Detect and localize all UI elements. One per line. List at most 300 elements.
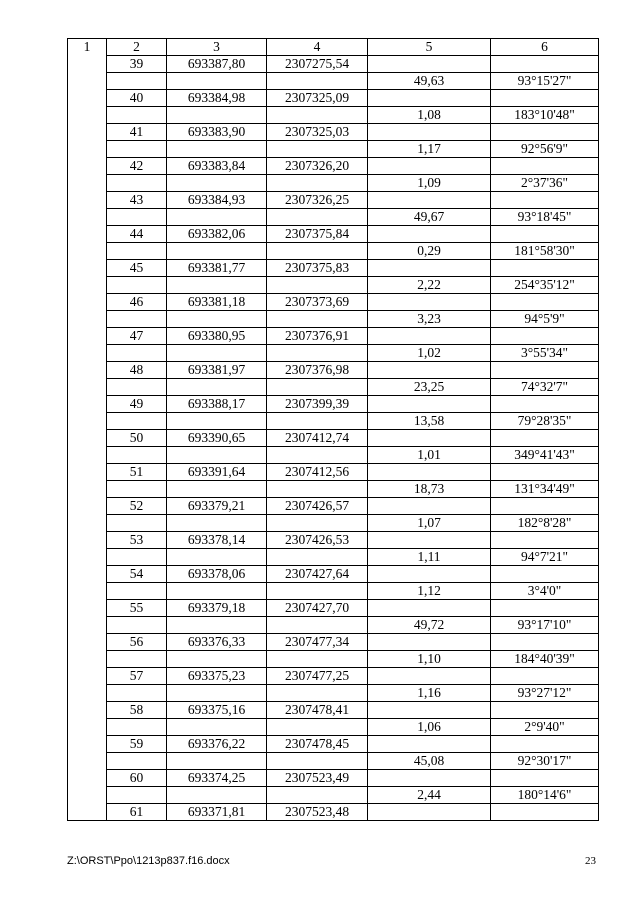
table-cell <box>167 311 267 328</box>
table-cell <box>491 192 599 209</box>
table-cell: 2307477,25 <box>267 668 368 685</box>
table-cell <box>107 583 167 600</box>
table-cell <box>267 481 368 498</box>
table-cell: 40 <box>107 90 167 107</box>
table-cell <box>267 73 368 90</box>
table-row <box>68 243 599 260</box>
table-row <box>68 787 599 804</box>
table-cell <box>167 719 267 736</box>
table-cell <box>267 243 368 260</box>
table-cell <box>368 328 491 345</box>
table-cell: 92°30'17" <box>491 753 599 770</box>
table-cell <box>491 668 599 685</box>
table-cell: 2°37'36" <box>491 175 599 192</box>
table-cell: 693384,93 <box>167 192 267 209</box>
table-cell: 74°32'7" <box>491 379 599 396</box>
table-cell: 1,17 <box>368 141 491 158</box>
table-cell: 693371,81 <box>167 804 267 821</box>
table-cell <box>368 770 491 787</box>
table-cell <box>491 90 599 107</box>
table-row <box>68 413 599 430</box>
table-cell <box>491 634 599 651</box>
table-cell: 2,44 <box>368 787 491 804</box>
table-cell: 50 <box>107 430 167 447</box>
table-cell: 2307375,84 <box>267 226 368 243</box>
table-cell <box>368 668 491 685</box>
table-cell: 2307427,64 <box>267 566 368 583</box>
table-cell <box>491 498 599 515</box>
table-row <box>68 107 599 124</box>
table-cell <box>368 124 491 141</box>
table-cell <box>167 413 267 430</box>
table-cell <box>68 362 107 379</box>
table-row <box>68 583 599 600</box>
table-cell <box>107 447 167 464</box>
table-cell <box>368 226 491 243</box>
table-cell: 2307478,41 <box>267 702 368 719</box>
table-row <box>68 226 599 243</box>
table-cell <box>107 107 167 124</box>
header-cell: 3 <box>167 39 267 56</box>
table-row <box>68 141 599 158</box>
table-cell: 693383,84 <box>167 158 267 175</box>
table-cell: 41 <box>107 124 167 141</box>
table-cell <box>491 770 599 787</box>
header-cell: 1 <box>68 39 107 56</box>
table-cell <box>68 787 107 804</box>
table-cell: 693381,18 <box>167 294 267 311</box>
table-cell <box>68 515 107 532</box>
table-cell: 693391,64 <box>167 464 267 481</box>
table-cell <box>491 430 599 447</box>
table-cell <box>267 685 368 702</box>
table-cell <box>267 209 368 226</box>
table-row <box>68 430 599 447</box>
table-cell <box>68 447 107 464</box>
table-row <box>68 175 599 192</box>
table-cell: 0,29 <box>368 243 491 260</box>
table-row <box>68 617 599 634</box>
table-row <box>68 719 599 736</box>
table-cell <box>368 600 491 617</box>
table-cell <box>107 345 167 362</box>
table-cell <box>68 107 107 124</box>
table-cell <box>68 685 107 702</box>
table-cell: 254°35'12" <box>491 277 599 294</box>
table-cell <box>267 719 368 736</box>
table-cell <box>68 736 107 753</box>
table-cell <box>167 685 267 702</box>
table-cell <box>107 515 167 532</box>
table-cell: 46 <box>107 294 167 311</box>
table-cell <box>68 345 107 362</box>
table-cell: 45,08 <box>368 753 491 770</box>
footer-page-number: 23 <box>585 855 596 867</box>
table-cell: 693376,22 <box>167 736 267 753</box>
table-cell <box>167 277 267 294</box>
table-cell <box>167 583 267 600</box>
table-cell <box>267 515 368 532</box>
table-cell <box>68 124 107 141</box>
table-cell <box>107 549 167 566</box>
table-cell <box>267 175 368 192</box>
header-cell: 4 <box>267 39 368 56</box>
table-cell <box>107 753 167 770</box>
table-cell <box>491 702 599 719</box>
table-cell: 693375,23 <box>167 668 267 685</box>
table-row <box>68 753 599 770</box>
table-cell: 3°55'34" <box>491 345 599 362</box>
table-cell <box>68 328 107 345</box>
table-cell: 56 <box>107 634 167 651</box>
table-cell: 1,07 <box>368 515 491 532</box>
table-cell: 693375,16 <box>167 702 267 719</box>
table-cell <box>68 243 107 260</box>
table-cell: 693388,17 <box>167 396 267 413</box>
table-cell: 2307376,91 <box>267 328 368 345</box>
table-cell <box>368 362 491 379</box>
table-cell: 181°58'30" <box>491 243 599 260</box>
table-cell <box>368 260 491 277</box>
header-cell: 5 <box>368 39 491 56</box>
table-row <box>68 90 599 107</box>
table-cell <box>107 73 167 90</box>
table-cell <box>68 464 107 481</box>
table-cell <box>491 804 599 821</box>
table-cell: 1,06 <box>368 719 491 736</box>
table-row <box>68 209 599 226</box>
table-row <box>68 124 599 141</box>
table-cell: 2307326,20 <box>267 158 368 175</box>
table-cell <box>167 209 267 226</box>
table-cell <box>68 498 107 515</box>
table-cell <box>267 413 368 430</box>
table-cell: 39 <box>107 56 167 73</box>
table-cell: 2307426,57 <box>267 498 368 515</box>
table-cell <box>368 498 491 515</box>
table-row <box>68 515 599 532</box>
table-cell: 61 <box>107 804 167 821</box>
table-row <box>68 192 599 209</box>
table-cell: 60 <box>107 770 167 787</box>
table-cell <box>167 345 267 362</box>
table-cell: 693383,90 <box>167 124 267 141</box>
table-cell <box>68 600 107 617</box>
table-cell: 49,67 <box>368 209 491 226</box>
table-cell <box>491 328 599 345</box>
table-cell <box>368 566 491 583</box>
table-cell <box>267 379 368 396</box>
table-cell: 2307427,70 <box>267 600 368 617</box>
table-cell: 180°14'6" <box>491 787 599 804</box>
table-row <box>68 260 599 277</box>
table-cell <box>68 379 107 396</box>
table-cell <box>267 277 368 294</box>
table-cell: 13,58 <box>368 413 491 430</box>
table-cell: 693378,14 <box>167 532 267 549</box>
table-cell: 2307478,45 <box>267 736 368 753</box>
table-cell: 2307376,98 <box>267 362 368 379</box>
table-cell <box>491 396 599 413</box>
table-cell <box>267 617 368 634</box>
table-cell <box>68 430 107 447</box>
table-cell <box>167 243 267 260</box>
table-cell <box>107 141 167 158</box>
table-cell <box>68 719 107 736</box>
table-cell: 184°40'39" <box>491 651 599 668</box>
table-row <box>68 702 599 719</box>
table-cell: 43 <box>107 192 167 209</box>
table-cell: 2307523,48 <box>267 804 368 821</box>
table-cell <box>368 464 491 481</box>
table-cell <box>267 311 368 328</box>
table-cell: 79°28'35" <box>491 413 599 430</box>
table-cell <box>491 566 599 583</box>
table-cell <box>68 804 107 821</box>
table-cell: 59 <box>107 736 167 753</box>
table-cell <box>368 90 491 107</box>
table-cell <box>267 549 368 566</box>
table-cell <box>267 141 368 158</box>
table-cell <box>491 736 599 753</box>
header-cell: 6 <box>491 39 599 56</box>
table-cell <box>68 226 107 243</box>
table-cell <box>68 277 107 294</box>
table-cell: 1,16 <box>368 685 491 702</box>
table-cell <box>68 90 107 107</box>
table-cell <box>368 158 491 175</box>
table-cell: 2307275,54 <box>267 56 368 73</box>
table-cell <box>68 532 107 549</box>
table-cell: 1,09 <box>368 175 491 192</box>
table-row <box>68 464 599 481</box>
table-cell <box>68 209 107 226</box>
table-cell <box>368 804 491 821</box>
table-cell <box>167 107 267 124</box>
table-cell: 2,22 <box>368 277 491 294</box>
table-cell <box>491 226 599 243</box>
table-cell <box>68 617 107 634</box>
table-cell: 51 <box>107 464 167 481</box>
table-cell: 58 <box>107 702 167 719</box>
table-cell <box>267 447 368 464</box>
table-cell <box>107 481 167 498</box>
table-cell: 49,63 <box>368 73 491 90</box>
table-cell: 693387,80 <box>167 56 267 73</box>
table-row <box>68 668 599 685</box>
table-cell <box>167 787 267 804</box>
table-cell <box>491 294 599 311</box>
table-cell <box>368 56 491 73</box>
table-cell <box>107 277 167 294</box>
table-cell: 2307477,34 <box>267 634 368 651</box>
table-cell: 349°41'43" <box>491 447 599 464</box>
table-cell <box>107 413 167 430</box>
table-cell: 2307399,39 <box>267 396 368 413</box>
table-cell <box>107 243 167 260</box>
table-cell: 2307412,74 <box>267 430 368 447</box>
table-cell <box>368 634 491 651</box>
table-cell <box>68 583 107 600</box>
table-cell: 3,23 <box>368 311 491 328</box>
table-cell: 2°9'40" <box>491 719 599 736</box>
table-cell <box>68 634 107 651</box>
table-cell: 49,72 <box>368 617 491 634</box>
table-row <box>68 396 599 413</box>
table-cell <box>68 158 107 175</box>
table-cell: 93°27'12" <box>491 685 599 702</box>
table-cell <box>267 345 368 362</box>
table-cell <box>68 651 107 668</box>
table-cell: 47 <box>107 328 167 345</box>
table-cell <box>491 600 599 617</box>
table-cell <box>167 651 267 668</box>
table-cell <box>167 617 267 634</box>
table-cell <box>68 753 107 770</box>
table-cell: 2307373,69 <box>267 294 368 311</box>
table-cell: 93°18'45" <box>491 209 599 226</box>
table-row <box>68 532 599 549</box>
table-cell <box>107 379 167 396</box>
table-row <box>68 362 599 379</box>
table-cell: 42 <box>107 158 167 175</box>
table-cell <box>267 787 368 804</box>
table-cell <box>107 175 167 192</box>
table-row <box>68 56 599 73</box>
table-row <box>68 498 599 515</box>
table-cell: 45 <box>107 260 167 277</box>
table-row <box>68 294 599 311</box>
header-cell: 2 <box>107 39 167 56</box>
table-row <box>68 566 599 583</box>
table-cell: 55 <box>107 600 167 617</box>
table-cell <box>167 515 267 532</box>
table-cell: 693390,65 <box>167 430 267 447</box>
table-cell: 52 <box>107 498 167 515</box>
table-cell: 53 <box>107 532 167 549</box>
table-cell: 183°10'48" <box>491 107 599 124</box>
table-cell: 93°17'10" <box>491 617 599 634</box>
table-cell: 693374,25 <box>167 770 267 787</box>
table-row <box>68 481 599 498</box>
table-row <box>68 685 599 702</box>
table-cell: 57 <box>107 668 167 685</box>
table-cell: 2307523,49 <box>267 770 368 787</box>
table-cell <box>68 413 107 430</box>
table-cell <box>368 430 491 447</box>
table-cell <box>491 56 599 73</box>
table-cell <box>68 702 107 719</box>
table-cell <box>368 192 491 209</box>
table-row <box>68 73 599 90</box>
table-cell <box>167 549 267 566</box>
table-cell: 94°5'9" <box>491 311 599 328</box>
table-cell <box>68 549 107 566</box>
table-cell: 1,10 <box>368 651 491 668</box>
table-cell <box>368 702 491 719</box>
table-cell: 693382,06 <box>167 226 267 243</box>
table-row <box>68 770 599 787</box>
table-cell: 54 <box>107 566 167 583</box>
table-cell: 1,01 <box>368 447 491 464</box>
table-cell <box>68 396 107 413</box>
table-cell <box>267 753 368 770</box>
table-cell <box>368 736 491 753</box>
table-cell <box>68 481 107 498</box>
table-cell: 693376,33 <box>167 634 267 651</box>
table-cell <box>107 651 167 668</box>
footer-file-path: Z:\ORST\Ppo\1213p837.f16.docx <box>67 855 230 867</box>
table-row <box>68 634 599 651</box>
table-cell <box>267 651 368 668</box>
table-row <box>68 447 599 464</box>
table-cell <box>68 141 107 158</box>
table-cell: 94°7'21" <box>491 549 599 566</box>
table-cell: 49 <box>107 396 167 413</box>
table-row <box>68 736 599 753</box>
table-cell: 693379,21 <box>167 498 267 515</box>
table-cell: 2307375,83 <box>267 260 368 277</box>
table-cell <box>107 719 167 736</box>
table-cell <box>491 260 599 277</box>
table-cell <box>267 107 368 124</box>
table-cell <box>68 311 107 328</box>
table-cell: 693379,18 <box>167 600 267 617</box>
table-cell <box>491 532 599 549</box>
table-cell <box>68 566 107 583</box>
table-cell <box>167 73 267 90</box>
table-cell <box>68 668 107 685</box>
table-cell <box>167 481 267 498</box>
table-cell <box>167 141 267 158</box>
table-cell: 2307325,09 <box>267 90 368 107</box>
table-cell <box>368 532 491 549</box>
table-cell: 3°4'0" <box>491 583 599 600</box>
table-cell <box>167 447 267 464</box>
table-cell: 1,08 <box>368 107 491 124</box>
table-cell: 44 <box>107 226 167 243</box>
table-cell <box>68 73 107 90</box>
table-row <box>68 549 599 566</box>
header-row <box>68 39 599 56</box>
table-cell <box>68 294 107 311</box>
table-cell <box>167 175 267 192</box>
table-cell <box>68 770 107 787</box>
table-cell <box>167 753 267 770</box>
table-cell <box>68 260 107 277</box>
table-cell: 2307326,25 <box>267 192 368 209</box>
table-cell: 182°8'28" <box>491 515 599 532</box>
table-cell: 693378,06 <box>167 566 267 583</box>
table-row <box>68 311 599 328</box>
table-cell: 23,25 <box>368 379 491 396</box>
table-cell <box>368 396 491 413</box>
table-cell <box>491 158 599 175</box>
table-cell <box>107 209 167 226</box>
table-cell: 1,11 <box>368 549 491 566</box>
table-cell: 131°34'49" <box>491 481 599 498</box>
table-cell: 2307325,03 <box>267 124 368 141</box>
table-cell <box>267 583 368 600</box>
table-cell <box>491 464 599 481</box>
table-cell <box>107 787 167 804</box>
table-cell: 2307412,56 <box>267 464 368 481</box>
table-row <box>68 600 599 617</box>
table-cell <box>107 685 167 702</box>
table-cell <box>491 124 599 141</box>
table-row <box>68 158 599 175</box>
table-cell: 2307426,53 <box>267 532 368 549</box>
